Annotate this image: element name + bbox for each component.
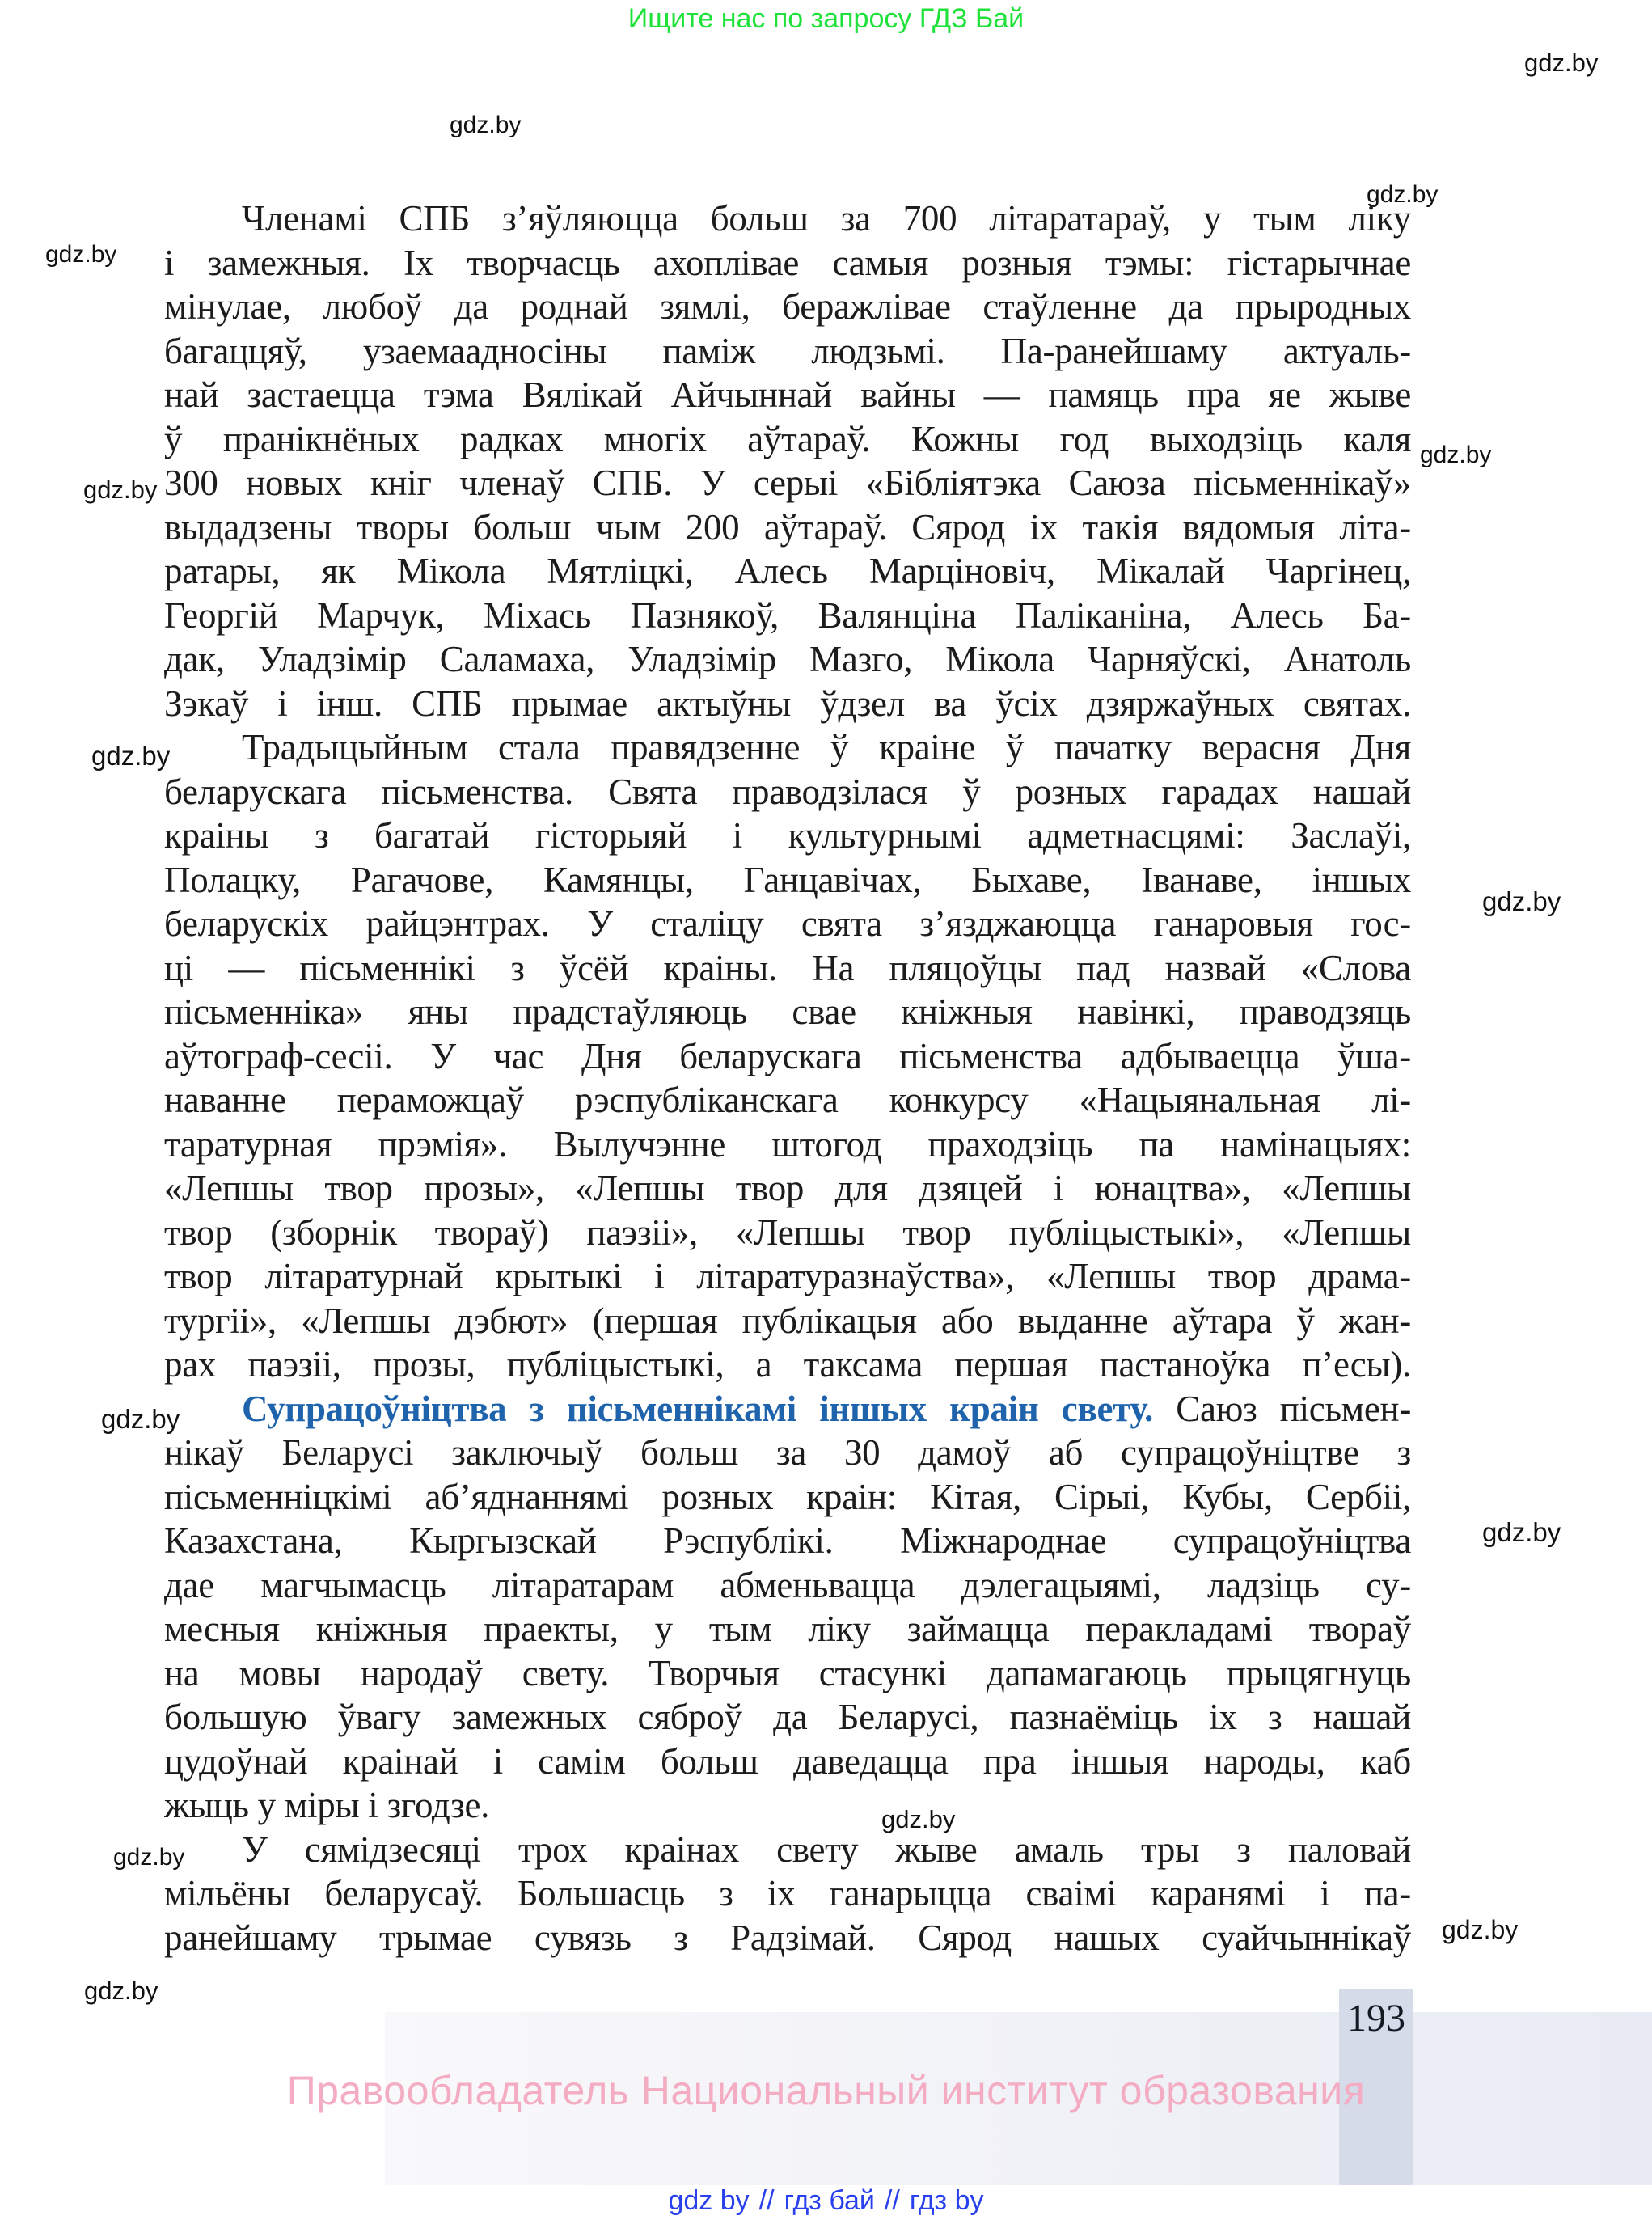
text-line: пісьменніка» яны прадстаўляюць свае кніжныя навінкі, праводзяць xyxy=(164,991,1411,1032)
gdz-watermark: gdz.by xyxy=(91,741,171,771)
gdz-watermark: gdz.by xyxy=(1524,49,1599,77)
text-line: най застаецца тэма Вялікай Айчыннай вайны — памяць пра яе жыве xyxy=(164,374,1411,415)
promo-banner: Ищите нас по запросу ГДЗ Бай xyxy=(627,3,1025,34)
text-line: нікаў Беларусі заключыў больш за 30 дамоў аб супрацоўніцтве з xyxy=(164,1432,1411,1473)
gdz-watermark: gdz.by xyxy=(1442,1915,1519,1944)
text-line: аўтограф-сесіі. У час Дня беларускага пісьменства адбываецца ўша- xyxy=(164,1035,1411,1076)
text-line: мільёны беларусаў. Большасць з іх ганарыцца сваімі каранямі і па- xyxy=(164,1873,1411,1913)
text-line: цудоўнай краінай і самім больш даведацца пра іншыя народы, каб xyxy=(164,1740,1411,1782)
text-line: Зэкаў і інш. СПБ прымае актыўны ўдзел ва ўсіх дзяржаўных святах. xyxy=(164,683,1411,724)
gdz-watermark: gdz.by xyxy=(1482,1517,1561,1547)
text-line: выдадзены творы больш чым 200 аўтараў. Сярод іх такія вядомыя літа- xyxy=(164,506,1411,548)
text-line: тургіі», «Лепшы дэбют» (першая публікацыя або выданне аўтара ў жан- xyxy=(164,1300,1411,1341)
text-line: беларускіх райцэнтрах. У сталіцу свята з’язджаюцца ганаровыя гос- xyxy=(164,903,1411,944)
text-run: Саюз пісьмен- xyxy=(1153,1388,1411,1429)
text-line: краіны з багатай гісторыяй і культурнымі адметнасцямі: Заслаўі, xyxy=(164,815,1411,856)
text-line: пісьменніцкімі аб’яднаннямі розных краін: Кітая, Сірыі, Кубы, Сербіі, xyxy=(164,1476,1411,1517)
text-line: ратары, як Мікола Мятліцкі, Алесь Марціновіч, Мікалай Чаргінец, xyxy=(164,551,1411,591)
footer-link[interactable]: гдз бай xyxy=(784,2185,875,2216)
text-line: ранейшаму трымае сувязь з Радзімай. Сярод нашых суайчыннікаў xyxy=(164,1917,1411,1958)
paragraph xyxy=(164,725,1411,1387)
text-line: ў пранікнёных радках многіх аўтараў. Кожны год выходзіць каля xyxy=(164,418,1411,459)
text-line: Членамі СПБ з’яўляюцца больш за 700 літаратараў, у тым ліку xyxy=(242,198,1411,239)
footer-link[interactable]: гдз by xyxy=(909,2185,984,2216)
text-line: ці — пісьменнікі з ўсёй краіны. На пляцоўцы пад назвай «Слова xyxy=(164,947,1411,988)
footer-link[interactable]: gdz by xyxy=(668,2185,750,2216)
text-line: наванне пераможцаў рэспубліканскага конкурсу «Нацыянальная лі- xyxy=(164,1080,1411,1120)
paragraph xyxy=(164,197,1411,725)
text-line: дак, Уладзімір Саламаха, Уладзімір Мазго, Мікола Чарняўскі, Анатоль xyxy=(164,639,1411,679)
gdz-watermark: gdz.by xyxy=(101,1404,180,1434)
text-line: і замежныя. Іх творчасць ахоплівае самыя розныя тэмы: гістарычнае xyxy=(164,242,1411,283)
text-line: У сямідзесяці трох краінах свету жыве амаль тры з паловай xyxy=(242,1829,1411,1870)
text-line: Полацку, Рагачове, Камянцы, Ганцавічах, Быхаве, Іванаве, іншых xyxy=(164,859,1411,900)
copyright-notice: Правообладатель Национальный институт образования xyxy=(286,2068,1366,2113)
gdz-watermark: gdz.by xyxy=(45,241,117,268)
text-line: месныя кніжныя праекты, у тым ліку займацца перакладамі твораў xyxy=(164,1609,1411,1649)
text-line: большую ўвагу замежных сяброў да Беларусі, пазнаёміць іх з нашай xyxy=(164,1697,1411,1737)
gdz-watermark: gdz.by xyxy=(450,112,522,138)
gdz-watermark: gdz.by xyxy=(1482,886,1561,916)
gdz-watermark: gdz.by xyxy=(113,1844,185,1871)
text-line: рах паэзіі, прозы, публіцыстыкі, а таксама першая пастаноўка п’есы). xyxy=(164,1344,1411,1385)
text-line: твор (зборнік твораў) паэзіі», «Лепшы твор публіцыстыкі», «Лепшы xyxy=(164,1211,1411,1253)
paragraph xyxy=(164,1828,1411,1960)
text-line: на мовы народаў свету. Творчыя стасункі дапамагаюць прыцягнуць xyxy=(164,1652,1411,1693)
text-line: багаццяў, узаемаадносіны паміж людзьмі. Па-ранейшаму актуаль- xyxy=(164,330,1411,371)
text-line: жыць у міры і згодзе. xyxy=(164,1785,490,1825)
text-line: таратурная прэмія». Вылучэнне штогод праходзіць па намінацыях: xyxy=(164,1123,1411,1165)
text-line: мінулае, любоў да роднай зямлі, беражлівае стаўленне да прыродных xyxy=(164,286,1411,327)
text-line: дае магчымасць літаратарам абменьвацца дэлегацыямі, ладзіць су- xyxy=(164,1564,1411,1605)
gdz-watermark: gdz.by xyxy=(84,1977,158,2005)
text-line xyxy=(164,1387,1411,1431)
text-line: Традыцыйным стала правядзенне ў краіне ў пачатку верасня Дня xyxy=(242,727,1411,767)
paragraph xyxy=(164,1387,1411,1828)
text-line: Георгій Марчук, Міхась Пазнякоў, Валянціна Паліканіна, Алесь Ба- xyxy=(164,594,1411,636)
text-line: «Лепшы твор прозы», «Лепшы твор для дзяцей і юнацтва», «Лепшы xyxy=(164,1168,1411,1208)
subheading-lead: Супрацоўніцтва з пісьменнікамі іншых краін свету. xyxy=(242,1388,1153,1429)
text-line: 300 новых кніг членаў СПБ. У серыі «Бібліятэка Саюза пісьменнікаў» xyxy=(164,463,1411,503)
text-line: беларускага пісьменства. Свята праводзілася ў розных гарадах нашай xyxy=(164,771,1411,812)
document-text xyxy=(164,197,1411,1960)
gdz-watermark: gdz.by xyxy=(1420,442,1492,468)
gdz-watermark: gdz.by xyxy=(881,1805,956,1833)
text-line: твор літаратурнай крытыкі і літаратуразнаўства», «Лепшы твор драма- xyxy=(164,1256,1411,1296)
page-number: 193 xyxy=(1347,1997,1405,2040)
gdz-watermark: gdz.by xyxy=(1367,181,1439,208)
footer-links xyxy=(0,2185,1652,2217)
gdz-watermark: gdz.by xyxy=(83,476,158,504)
text-line: Казахстана, Кыргызскай Рэспублікі. Міжнароднае супрацоўніцтва xyxy=(164,1520,1411,1561)
footer-link-separator: // xyxy=(758,2185,775,2216)
footer-link-separator: // xyxy=(884,2185,900,2216)
